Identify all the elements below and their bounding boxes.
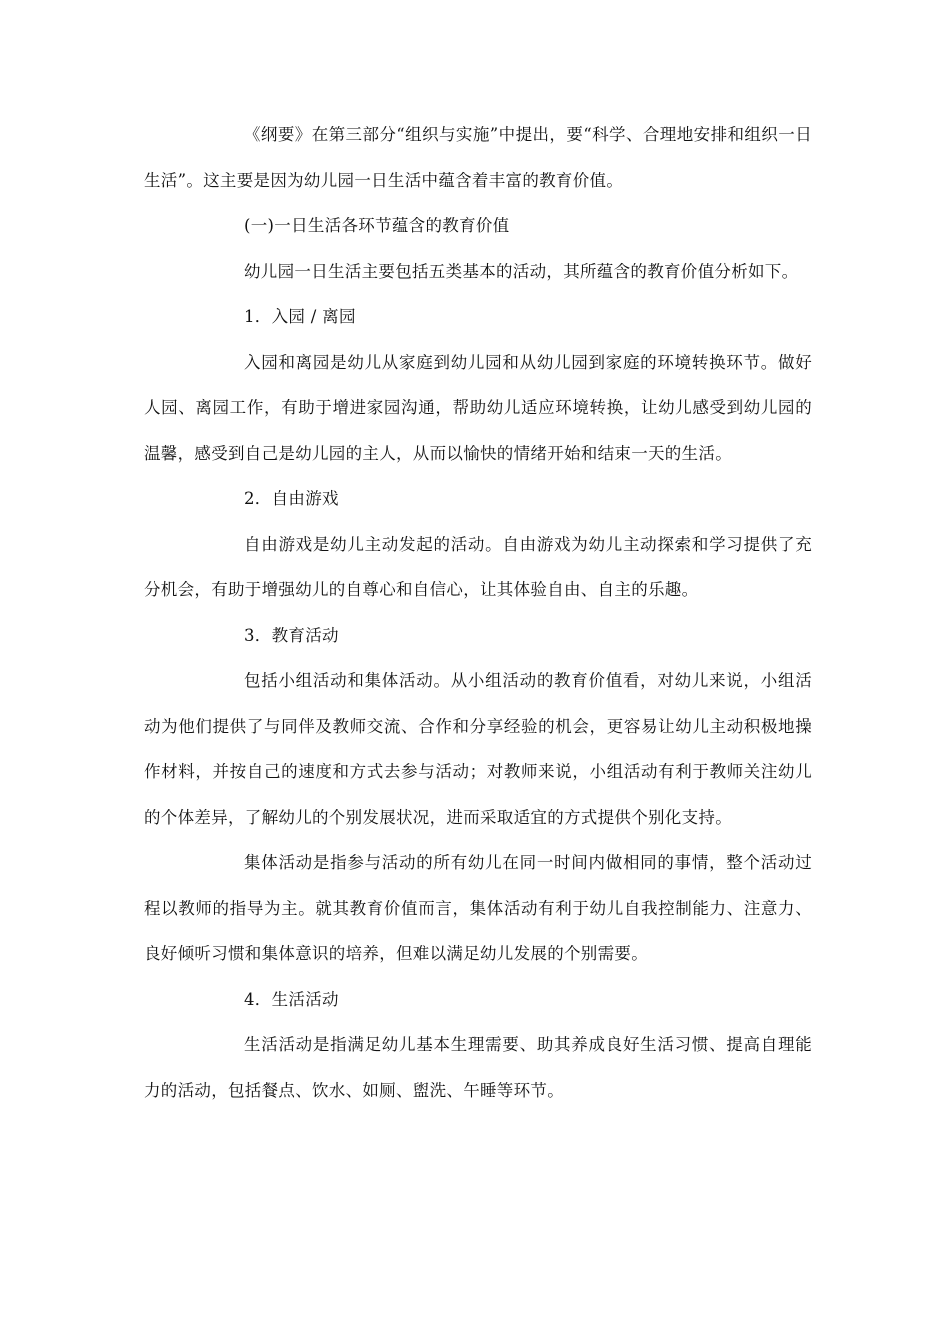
paragraph-daily-living: 生活活动是指满足幼儿基本生理需要、助其养成良好生活习惯、提高自理能力的活动，包括餐点、饮水、如厕、盥洗、午睡等环节。	[144, 1035, 812, 1100]
subheading-educational-activities: 3．教育活动	[244, 625, 339, 645]
paragraph-free-play: 自由游戏是幼儿主动发起的活动。自由游戏为幼儿主动探索和学习提供了充分机会，有助于增强幼儿的自尊心和自信心，让其体验自由、自主的乐趣。	[144, 534, 812, 599]
paragraph-overview: 幼儿园一日生活主要包括五类基本的活动，其所蕴含的教育价值分析如下。	[244, 261, 799, 281]
subheading-daily-living: 4．生活活动	[244, 989, 339, 1009]
subheading-free-play: 2．自由游戏	[244, 489, 339, 508]
paragraph-small-group-activities: 包括小组活动和集体活动。从小组活动的教育价值看，对幼儿来说，小组活动为他们提供了与同伴及教师交流、合作和分享经验的机会，更容易让幼儿主动积极地操作材料，并按自己的速度和方式去参与活动；对教师来说，小组活动有利于教师关注幼儿的个体差异，了解幼儿的个别发展状况，进而采取适宜的方式提供个别化支持。	[144, 671, 812, 827]
subheading-arrival-departure: 1．入园 / 离园	[244, 307, 356, 326]
paragraph-intro: 《纲要》在第三部分“组织与实施”中提出，要“科学、合理地安排和组织一日生活”。这主要是因为幼儿园一日生活中蕴含着丰富的教育价值。	[144, 125, 812, 190]
paragraph-arrival-departure: 入园和离园是幼儿从家庭到幼儿园和从幼儿园到家庭的环境转换环节。做好人园、离园工作，有助于增进家园沟通，帮助幼儿适应环境转换，让幼儿感受到幼儿园的温馨，感受到自己是幼儿园的主人，从而以愉快的情绪开始和结束一天的生活。	[144, 352, 812, 463]
section-heading-1: (一)一日生活各环节蕴含的教育价值	[244, 216, 510, 235]
paragraph-group-activities: 集体活动是指参与活动的所有幼儿在同一时间内做相同的事情，整个活动过程以教师的指导为主。就其教育价值而言，集体活动有利于幼儿自我控制能力、注意力、良好倾听习惯和集体意识的培养，但难以满足幼儿发展的个别需要。	[144, 853, 812, 963]
document-body	[144, 112, 812, 1113]
